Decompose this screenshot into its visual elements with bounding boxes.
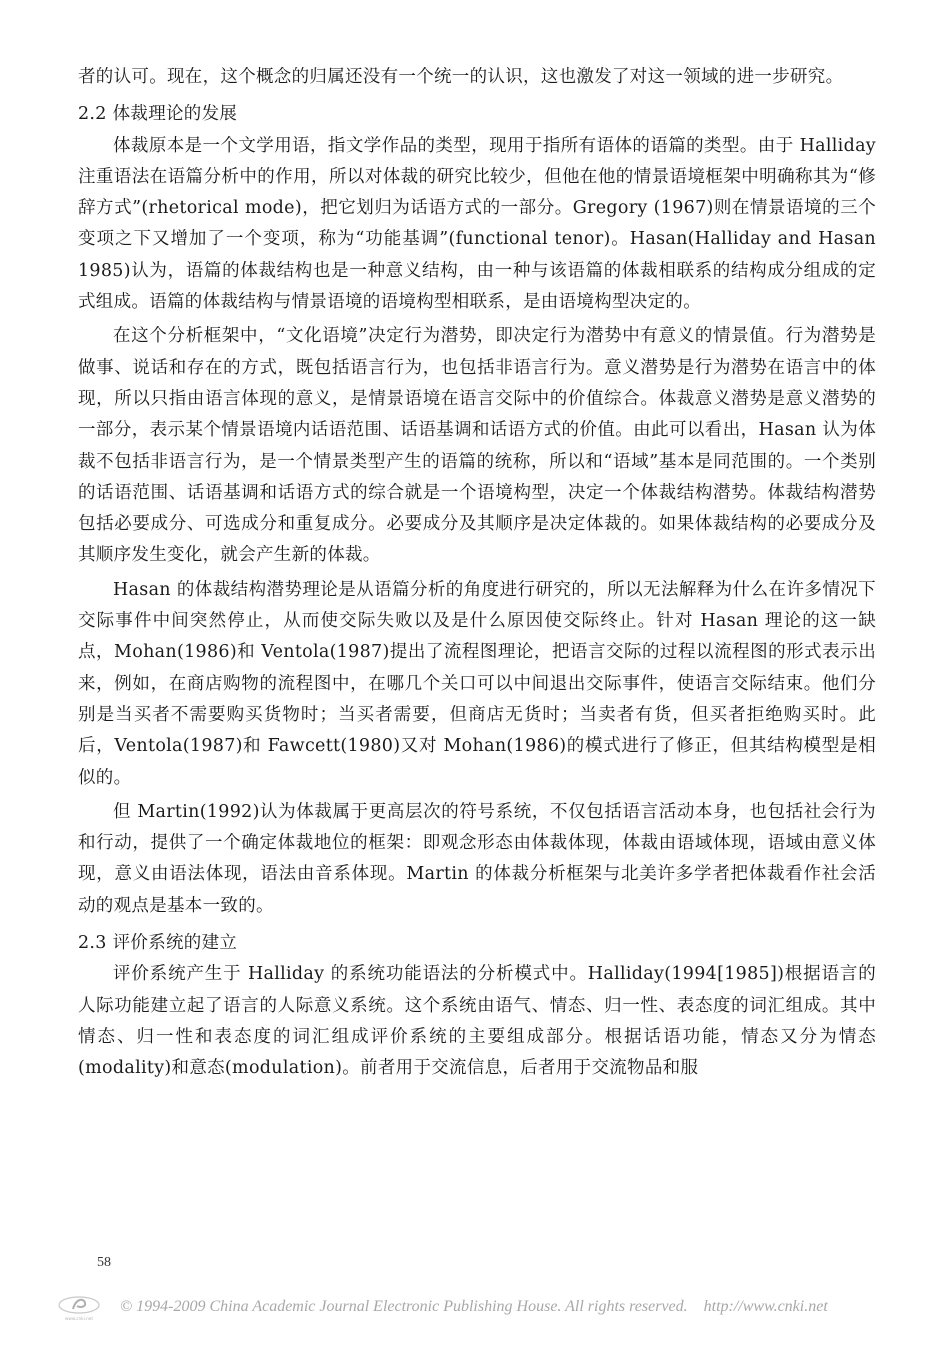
copyright-line — [120, 1298, 828, 1316]
logo-text: www.cnki.net — [65, 1316, 93, 1321]
copyright-notice: © 1994-2009 China Academic Journal Electronic Publishing House. All rights reserved. — [120, 1298, 688, 1315]
cnki-url-link[interactable]: http://www.cnki.net — [703, 1298, 828, 1315]
paragraph-continued: 者的认可。现在，这个概念的归属还没有一个统一的认识，这也激发了对这一领域的进一步研究。 — [78, 67, 844, 87]
paragraph-context-of-culture: 在这个分析框架中，“文化语境”决定行为潜势，即决定行为潜势中有意义的情景值。行为潜势是做事、说话和存在的方式，既包括语言行为，也包括非语言行为。意义潜势是行为潜势在语言中的体现，所以只指由语言体现的意义，是情景语境在语言交际中的价值综合。体裁意义潜势是意义潜势的一部分，表示某个情景语境内话语范围、话语基调和话语方式的价值。由此可以看出，Hasan 认为体裁不包括非语言行为，是一个情景类型产生的语篇的统称，所以和“语域”基本是同范围的。一个类别的话语范围、话语基调和话语方式的综合就是一个语境构型，决定一个体裁结构潜势。体裁结构潜势包括必要成分、可选成分和重复成分。必要成分及其顺序是决定体裁的。如果体裁结构的必要成分及其顺序发生变化，就会产生新的体裁。 — [78, 326, 876, 566]
cnki-logo-icon — [56, 1294, 102, 1322]
paragraph-genre-origin: 体裁原本是一个文学用语，指文学作品的类型，现用于指所有语体的语篇的类型。由于 Halliday 注重语法在语篇分析中的作用，所以对体裁的研究比较少，但他在他的情景语境框架中明确称其为“修辞方式”(rhetorical mode)，把它划归为话语方式的一部分。Gregory (1967)则在情景语境的三个变项之下又增加了一个变项，称为“功能基调”(functional tenor)。Hasan(Halliday and Hasan 1985)认为，语篇的体裁结构也是一种意义结构，由一种与该语篇的体裁相联系的结构成分组成的定式组成。语篇的体裁结构与情景语境的语境构型相联系，是由语境构型决定的。 — [78, 135, 876, 313]
section-heading-2-3: 2.3 评价系统的建立 — [78, 933, 238, 954]
paragraph-martin: 但 Martin(1992)认为体裁属于更高层次的符号系统，不仅包括语言活动本身，也包括社会行为和行动，提供了一个确定体裁地位的框架：即观念形态由体裁体现，体裁由语域体现，语域由意义体现，意义由语法体现，语法由音系体现。Martin 的体裁分析框架与北美许多学者把体裁看作社会活动的观点是基本一致的。 — [78, 801, 876, 916]
footer — [56, 1290, 886, 1326]
page-number: 58 — [97, 1255, 111, 1270]
paragraph-flowchart-theory: Hasan 的体裁结构潜势理论是从语篇分析的角度进行研究的，所以无法解释为什么在许多情况下交际事件中间突然停止，从而使交际失败以及是什么原因使交际终止。针对 Hasan 理论的这一缺点，Mohan(1986)和 Ventola(1987)提出了流程图理论，把语言交际的过程以流程图的形式表示出来，例如，在商店购物的流程图中，在哪几个关口可以中间退出交际事件，使语言交际结束。他们分别是当买者不需要购买货物时；当买者需要，但商店无货时；当卖者有货，但买者拒绝购买时。此后，Ventola(1987)和 Fawcett(1980)又对 Mohan(1986)的模式进行了修正，但其结构模型是相似的。 — [78, 579, 876, 788]
paragraph-appraisal-system: 评价系统产生于 Halliday 的系统功能语法的分析模式中。Halliday(1994[1985])根据语言的人际功能建立起了语言的人际意义系统。这个系统由语气、情态、归一性、表态度的词汇组成。其中情态、归一性和表态度的词汇组成评价系统的主要组成部分。根据话语功能，情态又分为情态(modality)和意态(modulation)。前者用于交流信息，后者用于交流物品和服 — [78, 964, 876, 1079]
section-heading-2-2: 2.2 体裁理论的发展 — [78, 104, 238, 125]
article-body — [78, 62, 876, 1085]
